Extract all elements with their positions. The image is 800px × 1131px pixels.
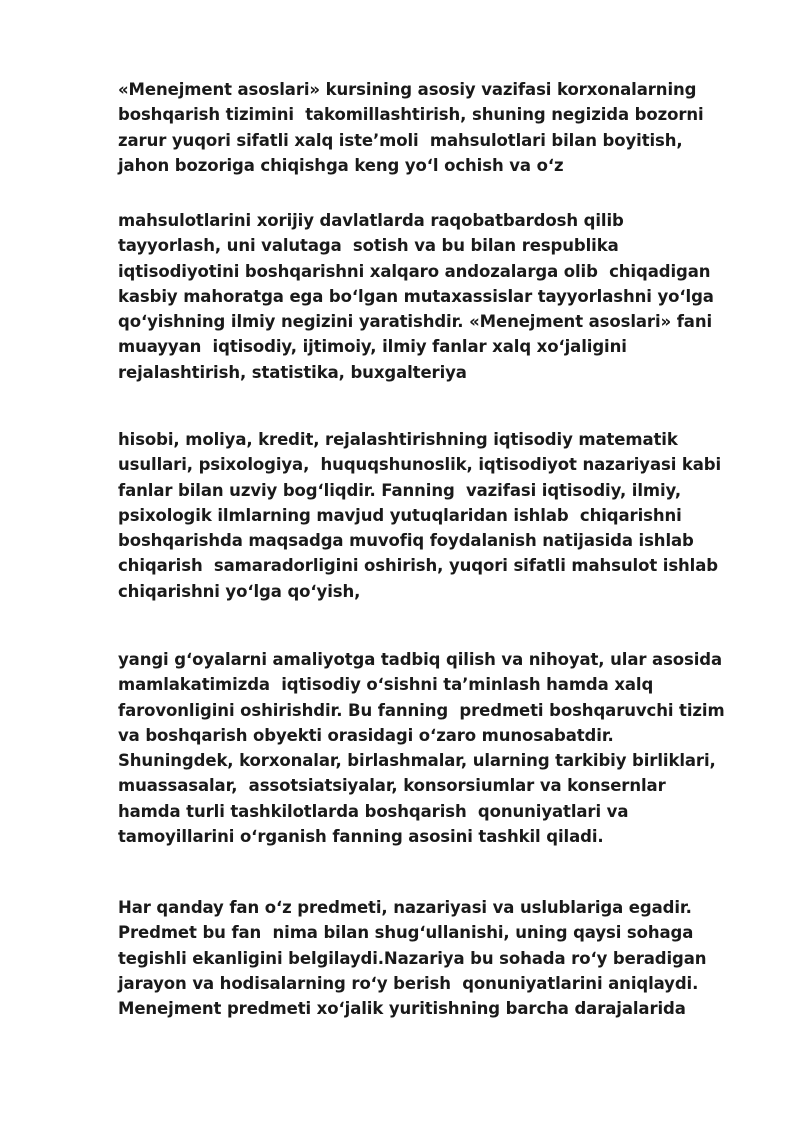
text-line: hisobi, moliya, kredit, rejalashtirishning iqtisodiy matematik	[118, 430, 678, 449]
text-line: va boshqarish obyekti orasidagi oʻzaro munosabatdir.	[118, 725, 614, 745]
text-line: tamoyillarini oʻrganish fanning asosini tashkil qiladi.	[118, 827, 604, 847]
text-line: mamlakatimizda iqtisodiy oʻsishni ta’minlash hamda xalq	[118, 675, 654, 695]
text-line: tegishli ekanligini belgilaydi.Nazariya bu sohada roʻy beradigan	[118, 948, 707, 968]
text-line: fanlar bilan uzviy bogʻliqdir. Fanning vazifasi iqtisodiy, ilmiy,	[118, 480, 682, 500]
text-line: zarur yuqori sifatli xalq iste’moli mahsulotlari bilan boyitish,	[118, 130, 683, 150]
text-line: tayyorlash, uni valutaga sotish va bu bilan respublika	[118, 236, 619, 256]
text-line: boshqarishda maqsadga muvofiq foydalanish natijasida ishlab	[118, 531, 694, 551]
text-line: muayyan iqtisodiy, ijtimoiy, ilmiy fanlar xalq xoʻjaligini	[118, 337, 627, 357]
paragraph-3	[118, 427, 758, 604]
text-line: «Menejment asoslari» kursining asosiy vazifasi korxonalarning	[118, 80, 697, 99]
text-line: psixologik ilmlarning mavjud yutuqlaridan ishlab chiqarishni	[118, 505, 682, 525]
text-line: iqtisodiyotini boshqarishni xalqaro andozalarga olib chiqadigan	[118, 261, 711, 281]
text-line: Har qanday fan oʻz predmeti, nazariyasi va uslublariga egadir.	[118, 898, 692, 917]
text-line: chiqarish samaradorligini oshirish, yuqori sifatli mahsulot ishlab	[118, 556, 718, 576]
text-line: jahon bozoriga chiqishga keng yoʻl ochish va oʻz	[118, 155, 564, 175]
paragraph-2	[118, 208, 758, 385]
text-line: usullari, psixologiya, huquqshunoslik, iqtisodiyot nazariyasi kabi	[118, 455, 722, 475]
text-line: Predmet bu fan nima bilan shugʻullanishi, uning qaysi sohaga	[118, 923, 694, 943]
text-line: jarayon va hodisalarning roʻy berish qonuniyatlarini aniqlaydi.	[118, 973, 699, 993]
text-line: qoʻyishning ilmiy negizini yaratishdir. «Menejment asoslari» fani	[118, 312, 713, 332]
text-line: hamda turli tashkilotlarda boshqarish qonuniyatlari va	[118, 801, 629, 821]
paragraph-5	[118, 895, 758, 1021]
text-line: yangi gʻoyalarni amaliyotga tadbiq qilish va nihoyat, ular asosida	[118, 650, 723, 669]
text-line: chiqarishni yoʻlga qoʻyish,	[118, 581, 361, 601]
text-line: Menejment predmeti xoʻjalik yuritishning barcha darajalarida	[118, 999, 686, 1019]
text-line: mahsulotlarini xorijiy davlatlarda raqobatbardosh qilib	[118, 211, 624, 230]
paragraph-4	[118, 647, 758, 849]
paragraph-1	[118, 77, 758, 178]
text-line: kasbiy mahoratga ega boʻlgan mutaxassislar tayyorlashni yoʻlga	[118, 286, 714, 306]
text-line: muassasalar, assotsiatsiyalar, konsorsiumlar va konsernlar	[118, 776, 666, 796]
text-line: rejalashtirish, statistika, buxgalteriya	[118, 362, 467, 382]
text-line: Shuningdek, korxonalar, birlashmalar, ularning tarkibiy birliklari,	[118, 751, 716, 771]
text-line: boshqarish tizimini takomillashtirish, shuning negizida bozorni	[118, 105, 704, 125]
text-line: farovonligini oshirishdir. Bu fanning predmeti boshqaruvchi tizim	[118, 700, 725, 720]
